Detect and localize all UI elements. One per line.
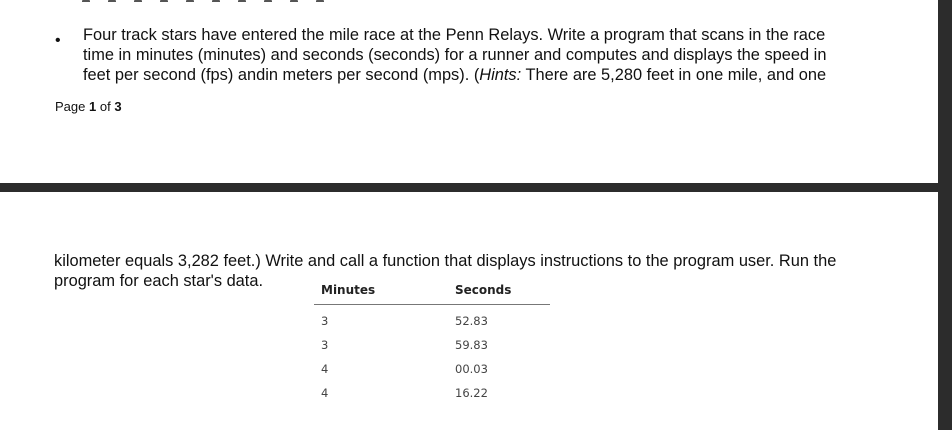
page-separator: [0, 183, 952, 192]
row-4-seconds: 16.22: [455, 386, 488, 400]
row-1-minutes: 3: [321, 314, 329, 328]
row-3-seconds: 00.03: [455, 362, 488, 376]
row-2-minutes: 3: [321, 338, 329, 352]
row-4-minutes: 4: [321, 386, 329, 400]
row-3-minutes: 4: [321, 362, 329, 376]
list-bullet: •: [55, 32, 61, 49]
minutes-header: Minutes: [321, 283, 376, 297]
row-1-seconds: 52.83: [455, 314, 488, 328]
viewer-right-edge: [938, 0, 952, 430]
page-of-label: of: [99, 99, 111, 114]
problem-paragraph-start: [83, 25, 883, 85]
page-label: Page: [55, 99, 86, 114]
hints-label: Hints:: [479, 66, 522, 84]
page-number-footer: [55, 99, 122, 114]
header-divider: [314, 304, 550, 305]
clipped-previous-line: [82, 0, 872, 2]
row-2-seconds: 59.83: [455, 338, 488, 352]
document-page-1: [0, 0, 938, 183]
paragraph-line-3: feet per second (fps) andin meters per second (mps). (Hints: There are 5,280 feet in one mile, and one: [83, 66, 827, 84]
seconds-header: Seconds: [455, 283, 512, 297]
paragraph-line-1: Four track stars have entered the mile race at the Penn Relays. Write a program that scans in the race: [83, 26, 826, 44]
current-page-number: 1: [89, 99, 97, 114]
total-page-number: 3: [114, 99, 122, 114]
continued-line-1: kilometer equals 3,282 feet.) Write and call a function that displays instructions to the program user. Run the: [54, 252, 837, 270]
paragraph-line-2: time in minutes (minutes) and seconds (seconds) for a runner and computes and displays the speed in: [83, 46, 827, 64]
continued-line-2: program for each star's data.: [54, 272, 264, 290]
